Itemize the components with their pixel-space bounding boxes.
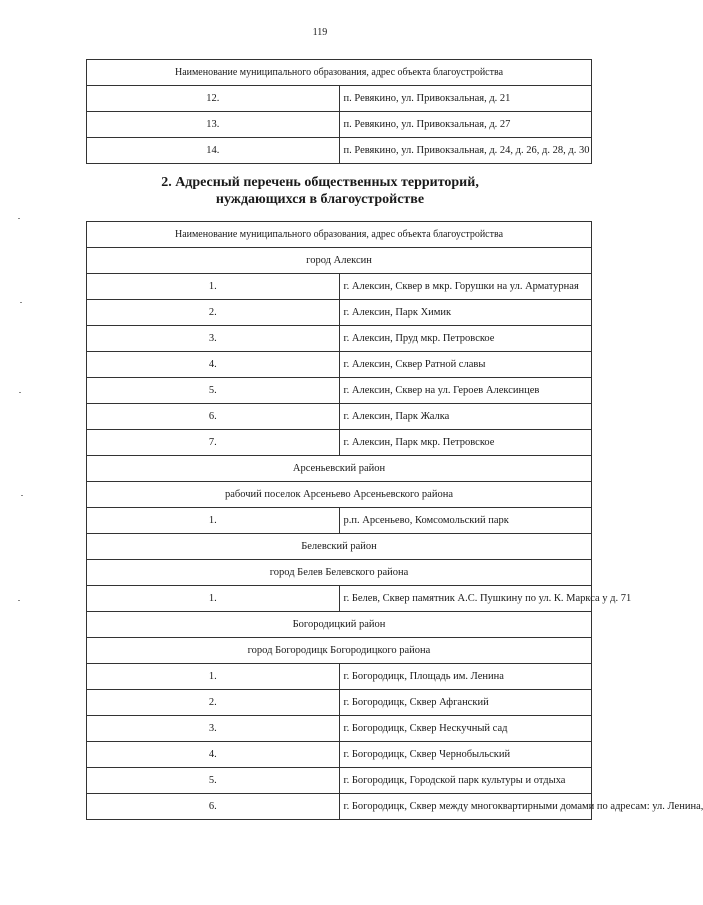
scan-speck <box>21 495 23 496</box>
section-title-line-1: 2. Адресный перечень общественных территорий, <box>161 175 479 190</box>
table-header-cell: Наименование муниципального образования, адрес объекта благоустройства <box>87 60 592 86</box>
row-number: 1. <box>87 664 340 690</box>
row-number: 7. <box>87 430 340 456</box>
public-territories-table-body <box>87 222 703 820</box>
table-row <box>87 86 592 112</box>
row-number: 5. <box>87 768 340 794</box>
row-address: г. Алексин, Сквер Ратной славы <box>339 352 592 378</box>
table-row <box>87 508 592 534</box>
row-address: г. Алексин, Сквер на ул. Героев Алексинцев <box>339 378 592 404</box>
row-address: г. Алексин, Пруд мкр. Петровское <box>339 326 592 352</box>
table-header-row <box>87 60 592 86</box>
row-address: г. Алексин, Парк Химик <box>339 300 592 326</box>
row-number: 4. <box>87 742 340 768</box>
row-number: 1. <box>87 508 340 534</box>
scan-speck <box>19 392 21 393</box>
table-header-cell: Наименование муниципального образования, адрес объекта благоустройства <box>87 222 592 248</box>
table-row <box>87 326 592 352</box>
group-heading: Арсеньевский район <box>87 456 592 482</box>
table-row <box>87 378 592 404</box>
row-number: 1. <box>87 586 340 612</box>
row-number: 1. <box>87 274 340 300</box>
page-number: 119 <box>312 27 328 38</box>
table-row <box>87 690 592 716</box>
group-row <box>87 560 592 586</box>
address-table-continued-body <box>87 60 592 164</box>
group-row <box>87 482 592 508</box>
table-row <box>87 742 592 768</box>
group-heading: город Алексин <box>87 248 592 274</box>
row-number: 6. <box>87 794 340 820</box>
row-address: г. Богородицк, Сквер Нескучный сад <box>339 716 592 742</box>
scan-speck <box>18 600 20 601</box>
table-row <box>87 716 592 742</box>
table-row <box>87 138 592 164</box>
table-row <box>87 112 592 138</box>
group-row <box>87 638 592 664</box>
section-title <box>0 174 640 208</box>
table-row <box>87 352 592 378</box>
row-address: г. Богородицк, Площадь им. Ленина <box>339 664 592 690</box>
group-heading: Богородицкий район <box>87 612 592 638</box>
table-row <box>87 664 592 690</box>
table-row <box>87 768 592 794</box>
table-row <box>87 300 592 326</box>
scan-speck <box>20 302 22 303</box>
table-row <box>87 586 592 612</box>
public-territories-table <box>86 221 703 820</box>
row-number: 3. <box>87 326 340 352</box>
group-row <box>87 612 592 638</box>
group-heading: город Белев Белевского района <box>87 560 592 586</box>
row-number: 12. <box>87 86 340 112</box>
row-number: 6. <box>87 404 340 430</box>
row-address: г. Алексин, Сквер в мкр. Горушки на ул. Арматурная <box>339 274 592 300</box>
row-address: г. Алексин, Парк Жалка <box>339 404 592 430</box>
table-row <box>87 430 592 456</box>
row-number: 2. <box>87 300 340 326</box>
row-address: г. Богородицк, Сквер между многоквартирными домами по адресам: ул. Ленина, <box>339 794 592 820</box>
row-number: 13. <box>87 112 340 138</box>
row-address: п. Ревякино, ул. Привокзальная, д. 27 <box>339 112 592 138</box>
table-row <box>87 404 592 430</box>
group-heading: Белевский район <box>87 534 592 560</box>
row-address: г. Белев, Сквер памятник А.С. Пушкину по ул. К. Маркса у д. 71 <box>339 586 592 612</box>
group-heading: рабочий поселок Арсеньево Арсеньевского района <box>87 482 592 508</box>
row-number: 4. <box>87 352 340 378</box>
row-number: 3. <box>87 716 340 742</box>
row-address: г. Богородицк, Сквер Афганский <box>339 690 592 716</box>
row-address: г. Богородицк, Сквер Чернобыльский <box>339 742 592 768</box>
group-row <box>87 248 592 274</box>
row-address: п. Ревякино, ул. Привокзальная, д. 21 <box>339 86 592 112</box>
section-title-line-2: нуждающихся в благоустройстве <box>215 192 425 207</box>
row-address: п. Ревякино, ул. Привокзальная, д. 24, д. 26, д. 28, д. 30 <box>339 138 592 164</box>
table-row <box>87 794 592 820</box>
row-address: г. Богородицк, Городской парк культуры и отдыха <box>339 768 592 794</box>
table-row <box>87 274 592 300</box>
group-heading: город Богородицк Богородицкого района <box>87 638 592 664</box>
scan-speck <box>18 218 20 219</box>
group-row <box>87 534 592 560</box>
row-address: г. Алексин, Парк мкр. Петровское <box>339 430 592 456</box>
group-row <box>87 456 592 482</box>
row-number: 14. <box>87 138 340 164</box>
row-address: р.п. Арсеньево, Комсомольский парк <box>339 508 592 534</box>
address-table-continued <box>86 59 592 164</box>
row-number: 5. <box>87 378 340 404</box>
row-number: 2. <box>87 690 340 716</box>
table-header-row <box>87 222 592 248</box>
